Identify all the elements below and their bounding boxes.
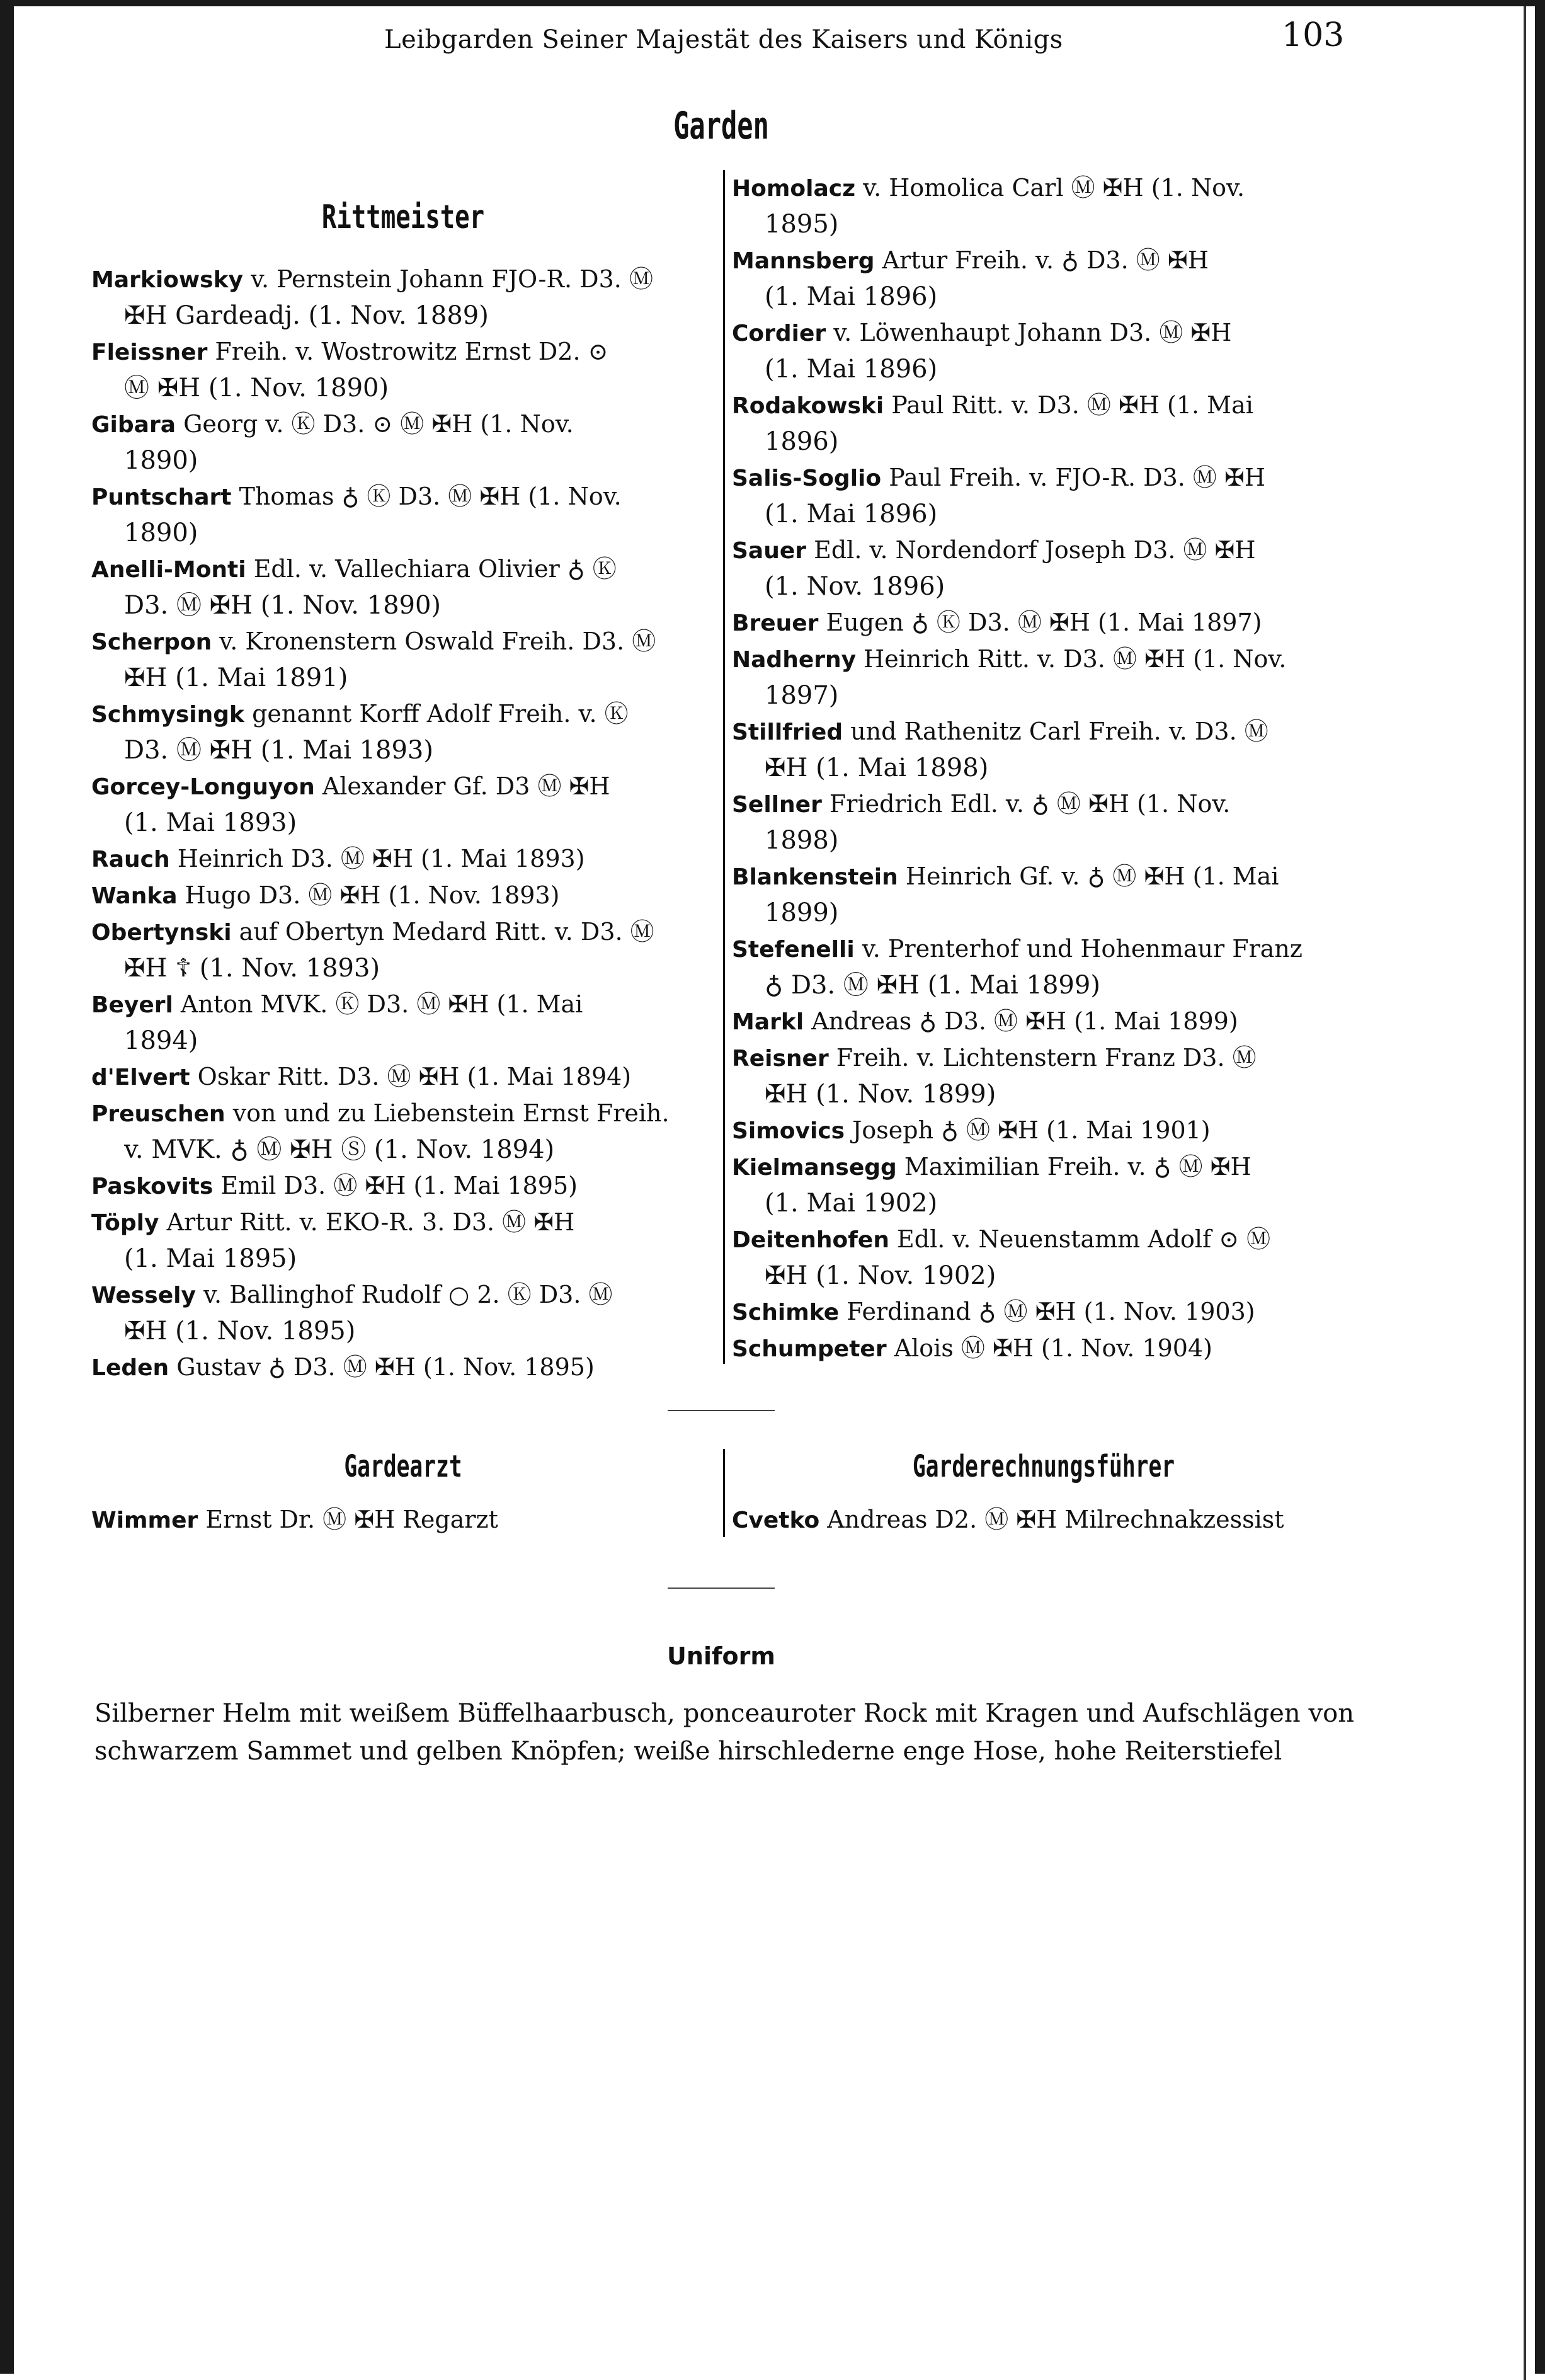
list-item bbox=[732, 315, 1355, 387]
entry-continuation: ✠H (1. Mai 1898) bbox=[765, 753, 989, 782]
entry-continuation: ✠H (1. Mai 1891) bbox=[124, 663, 348, 692]
entry-continuation: (1. Mai 1902) bbox=[765, 1189, 938, 1218]
right-column bbox=[732, 170, 1355, 1367]
entry-continuation: 1897) bbox=[765, 681, 839, 710]
gardearzt-section bbox=[91, 1449, 715, 1542]
list-item bbox=[91, 334, 715, 406]
entry-text: Alexander Gf. D3 Ⓜ ✠H bbox=[314, 772, 610, 800]
entry-text: Ferdinand ♁ Ⓜ ✠H (1. Nov. 1903) bbox=[839, 1298, 1255, 1325]
column-divider bbox=[723, 170, 725, 1364]
list-item bbox=[91, 1277, 715, 1349]
entry-name: Anelli-Monti bbox=[91, 557, 246, 583]
entry-name: Schmysingk bbox=[91, 702, 244, 728]
entry-name: Cordier bbox=[732, 321, 826, 346]
left-entry-list bbox=[91, 261, 715, 1386]
entry-name: Rodakowski bbox=[732, 393, 884, 419]
entry-text: und Rathenitz Carl Freih. v. D3. Ⓜ bbox=[843, 718, 1268, 745]
entry-name: Wanka bbox=[91, 883, 178, 909]
scan-edge-top bbox=[0, 0, 1545, 6]
list-item bbox=[732, 532, 1355, 605]
list-item bbox=[91, 1349, 715, 1386]
separator-rule bbox=[668, 1588, 775, 1589]
entry-text: Georg v. Ⓚ D3. ⊙ Ⓜ ✠H (1. Nov. bbox=[176, 410, 574, 438]
entry-continuation: (1. Mai 1896) bbox=[765, 355, 938, 384]
list-item bbox=[732, 1113, 1355, 1149]
entry-continuation: ✠H (1. Nov. 1899) bbox=[765, 1080, 996, 1109]
entry-text: v. Homolica Carl Ⓜ ✠H (1. Nov. bbox=[855, 174, 1245, 202]
list-item bbox=[91, 987, 715, 1059]
entry-name: Scherpon bbox=[91, 629, 212, 655]
entry-name: Beyerl bbox=[91, 992, 173, 1018]
entry-text: Emil D3. Ⓜ ✠H (1. Mai 1895) bbox=[213, 1172, 578, 1199]
entry-continuation: ♁ D3. Ⓜ ✠H (1. Mai 1899) bbox=[765, 971, 1100, 1000]
list-item bbox=[732, 1004, 1355, 1040]
entry-continuation: ✠H ☦ (1. Nov. 1893) bbox=[124, 954, 380, 983]
entry-name: Nadherny bbox=[732, 647, 857, 673]
entry-text: Friedrich Edl. v. ♁ Ⓜ ✠H (1. Nov. bbox=[821, 790, 1231, 818]
entry-text: Paul Freih. v. FJO-R. D3. Ⓜ ✠H bbox=[881, 464, 1265, 491]
entry-name: Schumpeter bbox=[732, 1336, 887, 1362]
section-heading-gardearzt: Gardearzt bbox=[344, 1449, 462, 1484]
list-item bbox=[91, 624, 715, 696]
entry-text: von und zu Liebenstein Ernst Freih. bbox=[225, 1099, 670, 1127]
entry-text: Anton MVK. Ⓚ D3. Ⓜ ✠H (1. Mai bbox=[173, 990, 583, 1018]
entry-text: v. Kronenstern Oswald Freih. D3. Ⓜ bbox=[212, 627, 656, 655]
entry-text: Gustav ♁ D3. Ⓜ ✠H (1. Nov. 1895) bbox=[169, 1353, 595, 1381]
entry-text: Thomas ♁ Ⓚ D3. Ⓜ ✠H (1. Nov. bbox=[231, 483, 622, 510]
separator-rule bbox=[668, 1410, 775, 1411]
section-heading-uniform: Uniform bbox=[667, 1642, 775, 1670]
entry-name: Homolacz bbox=[732, 176, 856, 202]
entry-continuation: 1899) bbox=[765, 898, 839, 927]
list-item bbox=[732, 243, 1355, 315]
entry-continuation: D3. Ⓜ ✠H (1. Mai 1893) bbox=[124, 736, 433, 765]
entry-name: Cvetko bbox=[732, 1508, 820, 1533]
garderechnungsfuehrer-section bbox=[732, 1449, 1355, 1542]
garderechnungsfuehrer-entry bbox=[732, 1502, 1355, 1542]
entry-text: Freih. v. Lichtenstern Franz D3. Ⓜ bbox=[828, 1044, 1257, 1072]
entry-text: Andreas ♁ D3. Ⓜ ✠H (1. Mai 1899) bbox=[804, 1007, 1238, 1035]
list-item bbox=[91, 1059, 715, 1096]
entry-text: Hugo D3. Ⓜ ✠H (1. Nov. 1893) bbox=[177, 881, 560, 909]
right-entry-list bbox=[732, 170, 1355, 1367]
entry-name: Mannsberg bbox=[732, 248, 875, 274]
scan-edge-left bbox=[0, 0, 14, 2374]
entry-text: Oskar Ritt. D3. Ⓜ ✠H (1. Mai 1894) bbox=[190, 1063, 632, 1090]
list-item bbox=[732, 460, 1355, 532]
entry-continuation: ✠H (1. Nov. 1895) bbox=[124, 1317, 356, 1346]
section-heading-rittmeister: Rittmeister bbox=[321, 198, 485, 236]
scan-edge-right bbox=[1535, 0, 1545, 2374]
entry-name: Reisner bbox=[732, 1046, 829, 1072]
section-heading-garderechnungsfuehrer: Garderechnungsführer bbox=[912, 1449, 1175, 1484]
scan-edge-right-inner bbox=[1524, 6, 1526, 2380]
entry-continuation: (1. Mai 1896) bbox=[765, 500, 938, 529]
left-column bbox=[91, 186, 715, 1386]
page-title: Garden bbox=[673, 104, 769, 148]
list-item bbox=[732, 605, 1355, 641]
entry-continuation: (1. Mai 1893) bbox=[124, 808, 297, 837]
entry-name: Salis-Soglio bbox=[732, 466, 882, 491]
entry-text: Joseph ♁ Ⓜ ✠H (1. Mai 1901) bbox=[845, 1116, 1211, 1144]
entry-name: Fleissner bbox=[91, 340, 208, 365]
entry-continuation: ✠H (1. Nov. 1902) bbox=[765, 1261, 996, 1290]
entry-name: Stefenelli bbox=[732, 937, 855, 963]
entry-text: v. Pernstein Johann FJO-R. D3. Ⓜ bbox=[242, 265, 653, 293]
entry-name: Wimmer bbox=[91, 1508, 198, 1533]
entry-name: Gibara bbox=[91, 412, 176, 438]
entry-text: Edl. v. Neuenstamm Adolf ⊙ Ⓜ bbox=[889, 1225, 1271, 1253]
entry-text: v. Ballinghof Rudolf ○ 2. Ⓚ D3. Ⓜ bbox=[195, 1281, 613, 1308]
entry-text: Edl. v. Vallechiara Olivier ♁ Ⓚ bbox=[246, 555, 617, 583]
list-item bbox=[91, 769, 715, 841]
entry-text: Eugen ♁ Ⓚ D3. Ⓜ ✠H (1. Mai 1897) bbox=[818, 609, 1262, 636]
entry-continuation: (1. Mai 1895) bbox=[124, 1244, 297, 1273]
gardearzt-entry bbox=[91, 1502, 715, 1542]
entry-name: Leden bbox=[91, 1355, 169, 1381]
list-item bbox=[732, 1330, 1355, 1367]
running-head: Leibgarden Seiner Majestät des Kaisers und Königs bbox=[384, 25, 1063, 54]
list-item bbox=[732, 641, 1355, 714]
entry-text: Heinrich Ritt. v. D3. Ⓜ ✠H (1. Nov. bbox=[856, 645, 1287, 673]
entry-text: Artur Ritt. v. EKO-R. 3. D3. Ⓜ ✠H bbox=[159, 1208, 575, 1236]
entry-name: Rauch bbox=[91, 847, 170, 872]
list-item bbox=[732, 931, 1355, 1004]
uniform-description: Silberner Helm mit weißem Büffelhaarbusch, ponceauroter Rock mit Kragen und Aufschlägen von schwarzem Sammet und gelben Knöpfen; weiße hirschlederne enge Hose, hohe Reiterstiefel bbox=[94, 1699, 1354, 1766]
entry-name: Markl bbox=[732, 1009, 804, 1035]
entry-name: d'Elvert bbox=[91, 1065, 190, 1090]
entry-name: Wessely bbox=[91, 1283, 196, 1308]
entry-name: Sellner bbox=[732, 792, 822, 818]
list-item bbox=[732, 1149, 1355, 1221]
entry-name: Paskovits bbox=[91, 1174, 214, 1199]
entry-text: Heinrich Gf. v. ♁ Ⓜ ✠H (1. Mai bbox=[898, 862, 1279, 890]
list-item bbox=[91, 696, 715, 769]
entry-continuation: D3. Ⓜ ✠H (1. Nov. 1890) bbox=[124, 591, 442, 620]
list-item bbox=[732, 859, 1355, 931]
list-item bbox=[91, 551, 715, 624]
entry-name: Obertynski bbox=[91, 920, 232, 946]
entry-text: Heinrich D3. Ⓜ ✠H (1. Mai 1893) bbox=[169, 845, 585, 872]
lower-column-divider bbox=[723, 1449, 725, 1537]
entry-text: Freih. v. Wostrowitz Ernst D2. ⊙ bbox=[207, 338, 608, 365]
entry-name: Simovics bbox=[732, 1118, 845, 1144]
entry-name: Kielmansegg bbox=[732, 1155, 897, 1181]
list-item bbox=[91, 914, 715, 987]
entry-name: Preuschen bbox=[91, 1101, 225, 1127]
list-item bbox=[732, 170, 1355, 243]
list-item bbox=[91, 1096, 715, 1168]
list-item bbox=[91, 406, 715, 479]
entry-continuation: 1890) bbox=[124, 518, 198, 547]
entry-continuation: (1. Mai 1896) bbox=[765, 282, 938, 311]
entry-text: Artur Freih. v. ♁ D3. Ⓜ ✠H bbox=[874, 246, 1209, 274]
list-item bbox=[91, 1204, 715, 1277]
entry-continuation: v. MVK. ♁ Ⓜ ✠H Ⓢ (1. Nov. 1894) bbox=[124, 1135, 555, 1164]
entry-text: Edl. v. Nordendorf Joseph D3. Ⓜ ✠H bbox=[806, 536, 1256, 564]
list-item bbox=[732, 1221, 1355, 1294]
entry-name: Schimke bbox=[732, 1300, 840, 1325]
entry-continuation: (1. Nov. 1896) bbox=[765, 572, 945, 601]
entry-name: Blankenstein bbox=[732, 864, 898, 890]
list-item bbox=[732, 387, 1355, 460]
entry-continuation: 1890) bbox=[124, 446, 198, 475]
entry-continuation: 1894) bbox=[124, 1026, 198, 1055]
entry-text: v. Löwenhaupt Johann D3. Ⓜ ✠H bbox=[826, 319, 1232, 346]
list-item bbox=[91, 479, 715, 551]
list-item bbox=[732, 786, 1355, 859]
list-item bbox=[732, 714, 1355, 786]
entry-name: Puntschart bbox=[91, 484, 232, 510]
entry-name: Sauer bbox=[732, 538, 807, 564]
entry-name: Markiowsky bbox=[91, 267, 243, 293]
entry-name: Deitenhofen bbox=[732, 1227, 889, 1253]
list-item bbox=[91, 1168, 715, 1204]
entry-name: Stillfried bbox=[732, 719, 843, 745]
entry-continuation: 1895) bbox=[765, 210, 839, 239]
entry-continuation: 1898) bbox=[765, 826, 839, 855]
entry-name: Töply bbox=[91, 1210, 159, 1236]
list-item bbox=[732, 1294, 1355, 1330]
entry-text: Ernst Dr. Ⓜ ✠H Regarzt bbox=[198, 1506, 498, 1533]
list-item bbox=[91, 878, 715, 914]
entry-name: Gorcey-Longuyon bbox=[91, 774, 315, 800]
entry-text: auf Obertyn Medard Ritt. v. D3. Ⓜ bbox=[231, 918, 654, 946]
entry-text: Andreas D2. Ⓜ ✠H Milrechnakzessist bbox=[819, 1506, 1284, 1533]
page-number: 103 bbox=[1282, 16, 1345, 54]
entry-name: Breuer bbox=[732, 610, 819, 636]
entry-continuation: 1896) bbox=[765, 427, 839, 456]
entry-text: Maximilian Freih. v. ♁ Ⓜ ✠H bbox=[896, 1153, 1251, 1181]
list-item bbox=[732, 1040, 1355, 1113]
entry-text: v. Prenterhof und Hohenmaur Franz bbox=[854, 935, 1303, 963]
list-item bbox=[91, 841, 715, 878]
list-item bbox=[91, 261, 715, 334]
entry-text: Alois Ⓜ ✠H (1. Nov. 1904) bbox=[886, 1334, 1212, 1362]
entry-text: genannt Korff Adolf Freih. v. Ⓚ bbox=[244, 700, 629, 728]
entry-continuation: Ⓜ ✠H (1. Nov. 1890) bbox=[124, 374, 389, 403]
entry-continuation: ✠H Gardeadj. (1. Nov. 1889) bbox=[124, 301, 489, 330]
entry-text: Paul Ritt. v. D3. Ⓜ ✠H (1. Mai bbox=[884, 391, 1253, 419]
